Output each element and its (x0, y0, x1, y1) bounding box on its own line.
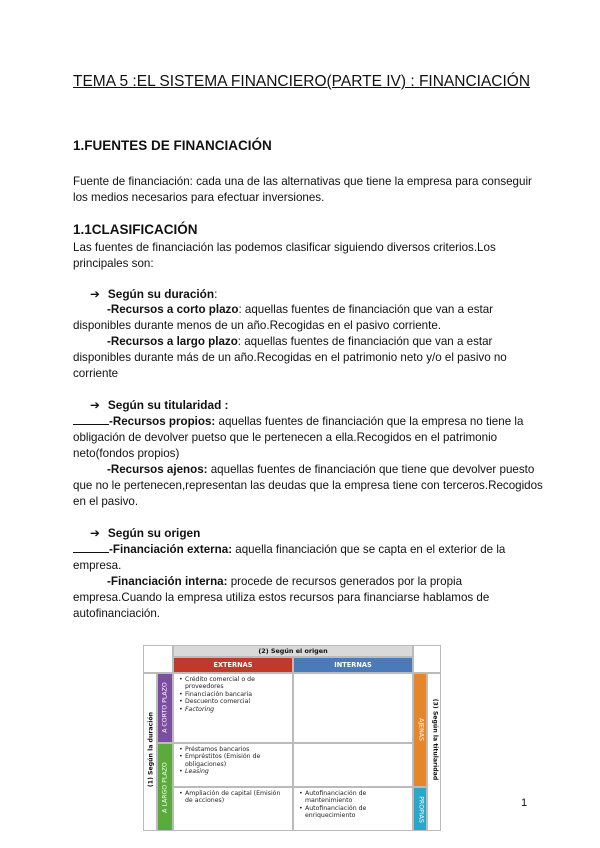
term-recursos-propios: -Recursos propios: (109, 415, 216, 428)
paragraph-financiacion-externa (73, 542, 543, 574)
bullet-duracion-colon: : (214, 287, 218, 301)
table-row-largo-cell (157, 743, 173, 831)
table-cell-largo-externas (173, 743, 293, 787)
table-header-origen: (2) Según el origen (173, 645, 413, 657)
bullet-titularidad (90, 398, 229, 412)
paragraph-corto-plazo (73, 302, 543, 334)
paragraph-recursos-propios (73, 414, 543, 462)
list-item: • Leasing (185, 768, 289, 775)
bullet-origen (90, 526, 200, 540)
intro-paragraph: Las fuentes de financiación las podemos clasificar siguiendo diversos criterios.Los principales son: (73, 241, 496, 270)
term-largo-plazo: -Recursos a largo plazo (107, 335, 238, 348)
text-largo-plazo: : aquellas fuentes de financiación que van a estar disponibles durante más de un año.Recogidas en el patrimonio neto y/o el pasivo no corriente (73, 335, 507, 380)
text-financiacion-interna: procede de recursos generados por la propia empresa.Cuando la empresa utiliza estos recursos para financiarse hablamos de autofinanciación. (73, 575, 490, 620)
table-cell-propias-externas (173, 787, 293, 831)
term-corto-plazo: -Recursos a corto plazo (107, 303, 239, 316)
section-heading-clasificacion: 1.1CLASIFICACIÓN (73, 222, 198, 237)
list-item: • Ampliación de capital (Emisión de acciones) (185, 790, 289, 805)
list-item: • Crédito comercial o de proveedores (185, 676, 289, 691)
table-propias-cell (413, 787, 427, 831)
table-col-externas: EXTERNAS (173, 657, 293, 673)
table-row-largo-label: A LARGO PLAZO (161, 762, 169, 813)
list-item: • Préstamos bancarios (185, 746, 289, 753)
table-row-corto-label: A CORTO PLAZO (161, 682, 169, 733)
text-recursos-propios: aquellas fuentes de financiación que la empresa no tiene la obligación de devolver puetso que le pertenecen a ella.Recogidos en el patrimonio neto(fondos propios) (73, 415, 524, 460)
arrow-icon: ➔ (90, 398, 100, 412)
paragraph-largo-plazo (73, 334, 543, 382)
table-left-label-cell (143, 673, 157, 831)
page-number: 1 (521, 797, 528, 809)
table-cell-corto-externas (173, 673, 293, 743)
table-col-internas: INTERNAS (293, 657, 413, 673)
table-corner-right (413, 645, 441, 673)
text-corto-plazo: : aquellas fuentes de financiación que van a estar disponibles durante menos de un año.Recogidas en el pasivo corriente. (73, 303, 494, 332)
table-left-label: (1) Según la duración (147, 711, 155, 788)
table-cell-largo-internas (293, 743, 413, 787)
paragraph-recursos-ajenos (73, 462, 543, 510)
bullet-titularidad-label: Según su titularidad : (107, 398, 229, 412)
table-cell-propias-internas (293, 787, 413, 831)
list-item: • Autofinanciación de enriquecimiento (305, 805, 409, 820)
list-item: • Autofinanciación de mantenimiento (305, 790, 409, 805)
list-item: • Empréstitos (Emisión de obligaciones) (185, 753, 289, 768)
text-recursos-ajenos: aquellas fuentes de financiación que tiene que devolver puesto que no le pertenecen,representan las deudas que la empresa tiene con terceros.Recogidos en el pasivo. (73, 463, 543, 508)
text-financiacion-externa: aquella financiación que se capta en el exterior de la empresa. (73, 543, 506, 572)
page-title: TEMA 5 :EL SISTEMA FINANCIERO(PARTE IV) : FINANCIACIÓN (73, 73, 531, 90)
table-propias-label: PROPIAS (417, 796, 425, 823)
table-corner-left (143, 645, 173, 673)
table-ajenas-cell (413, 673, 427, 787)
table-right-label: (3) Según la titularidad (431, 698, 439, 781)
definition-paragraph: Fuente de financiación: cada una de las alternativas que tiene la empresa para conseguir los medios necesarios para efectuar inversiones. (73, 175, 532, 204)
bullet-origen-label: Según su origen (107, 526, 201, 540)
table-row-corto-cell (157, 673, 173, 743)
term-financiacion-externa: -Financiación externa: (109, 543, 233, 556)
bullet-duracion-label: Según su duración (107, 287, 215, 301)
list-item: • Financiación bancaria (185, 691, 289, 698)
table-cell-corto-internas (293, 673, 413, 743)
term-recursos-ajenos: -Recursos ajenos: (107, 463, 208, 476)
paragraph-financiacion-interna (73, 574, 543, 622)
list-item: • Descuento comercial (185, 698, 289, 705)
list-item: • Factoring (185, 706, 289, 713)
table-right-label-cell (427, 673, 441, 831)
table-ajenas-label: AJENAS (417, 718, 425, 741)
bullet-duracion (90, 287, 217, 301)
arrow-icon: ➔ (90, 287, 100, 301)
term-financiacion-interna: -Financiación interna: (107, 575, 228, 588)
classification-table-figure (143, 645, 441, 831)
arrow-icon: ➔ (90, 526, 100, 540)
section-heading-fuentes: 1.FUENTES DE FINANCIACIÓN (73, 138, 272, 153)
